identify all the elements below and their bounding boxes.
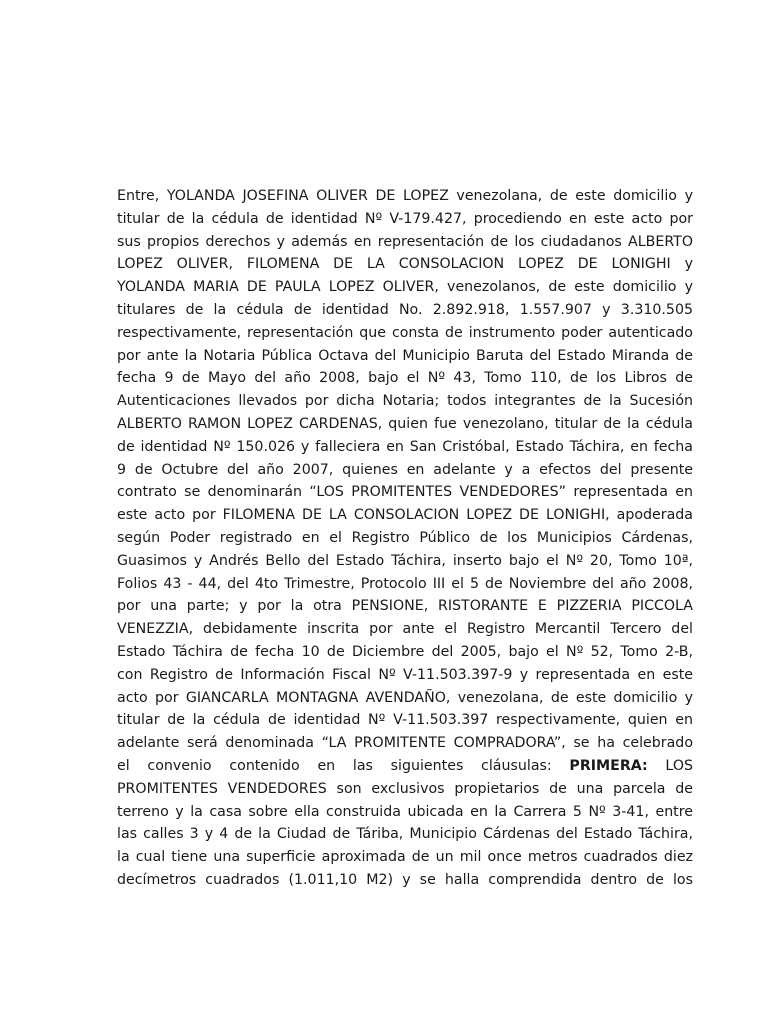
text-line: fecha 9 de Mayo del año 2008, bajo el Nº 43, Tomo 110, de los Libros de <box>117 370 693 387</box>
clause-line <box>117 755 693 778</box>
text-line: decímetros cuadrados (1.011,10 M2) y se halla comprendida dentro de los <box>117 871 693 888</box>
text-line: sus propios derechos y además en representación de los ciudadanos ALBERTO <box>117 233 693 250</box>
clause-intro-text: el convenio contenido en las siguientes cláusulas: <box>117 757 552 774</box>
text-line: ALBERTO RAMON LOPEZ CARDENAS, quien fue venezolano, titular de la cédula <box>117 415 693 432</box>
text-line: adelante será denominada “LA PROMITENTE COMPRADORA”, se ha celebrado <box>117 735 693 752</box>
text-line: respectivamente, representación que consta de instrumento poder autenticado <box>117 324 693 341</box>
text-line: contrato se denominarán “LOS PROMITENTES VENDEDORES” representada en <box>117 484 693 501</box>
text-line: PROMITENTES VENDEDORES son exclusivos propietarios de una parcela de <box>117 780 693 797</box>
text-line: VENEZZIA, debidamente inscrita por ante el Registro Mercantil Tercero del <box>117 621 693 638</box>
text-line: titular de la cédula de identidad Nº V-11.503.397 respectivamente, quien en <box>117 712 693 729</box>
text-line: Folios 43 - 44, del 4to Trimestre, Protocolo III el 5 de Noviembre del año 2008, <box>117 575 693 592</box>
text-line: según Poder registrado en el Registro Público de los Municipios Cárdenas, <box>117 529 693 546</box>
text-line: Guasimos y Andrés Bello del Estado Táchira, inserto bajo el Nº 20, Tomo 10ª, <box>117 552 693 569</box>
text-line: acto por GIANCARLA MONTAGNA AVENDAÑO, venezolana, de este domicilio y <box>117 689 693 706</box>
text-line: Entre, YOLANDA JOSEFINA OLIVER DE LOPEZ venezolana, de este domicilio y <box>117 188 693 204</box>
text-line: terreno y la casa sobre ella construida ubicada en la Carrera 5 Nº 3-41, entre <box>117 803 693 820</box>
text-line: Estado Táchira de fecha 10 de Diciembre del 2005, bajo el Nº 52, Tomo 2-B, <box>117 643 693 660</box>
text-line: YOLANDA MARIA DE PAULA LOPEZ OLIVER, venezolanos, de este domicilio y <box>117 279 693 296</box>
text-line: por ante la Notaria Pública Octava del Municipio Baruta del Estado Miranda de <box>117 347 693 364</box>
text-line: titular de la cédula de identidad Nº V-179.427, procediendo en este acto por <box>117 210 693 227</box>
text-line: LOPEZ OLIVER, FILOMENA DE LA CONSOLACION LOPEZ DE LONIGHI y <box>117 256 693 273</box>
text-line: por una parte; y por la otra PENSIONE, RISTORANTE E PIZZERIA PICCOLA <box>117 598 693 615</box>
contract-paragraph <box>117 185 693 892</box>
clause-continuation-text: LOS <box>665 757 693 774</box>
text-line: de identidad Nº 150.026 y falleciera en San Cristóbal, Estado Táchira, en fecha <box>117 438 693 455</box>
text-line: titulares de la cédula de identidad No. 2.892.918, 1.557.907 y 3.310.505 <box>117 301 693 318</box>
text-line: con Registro de Información Fiscal Nº V-11.503.397-9 y representada en este <box>117 666 693 683</box>
clause-heading-primera: PRIMERA: <box>569 757 648 774</box>
text-line: este acto por FILOMENA DE LA CONSOLACION LOPEZ DE LONIGHI, apoderada <box>117 507 693 524</box>
text-line: las calles 3 y 4 de la Ciudad de Táriba, Municipio Cárdenas del Estado Táchira, <box>117 826 693 843</box>
text-line: Autenticaciones llevados por dicha Notaria; todos integrantes de la Sucesión <box>117 393 693 410</box>
text-line: 9 de Octubre del año 2007, quienes en adelante y a efectos del presente <box>117 461 693 478</box>
text-line: la cual tiene una superficie aproximada de un mil once metros cuadrados diez <box>117 849 693 866</box>
